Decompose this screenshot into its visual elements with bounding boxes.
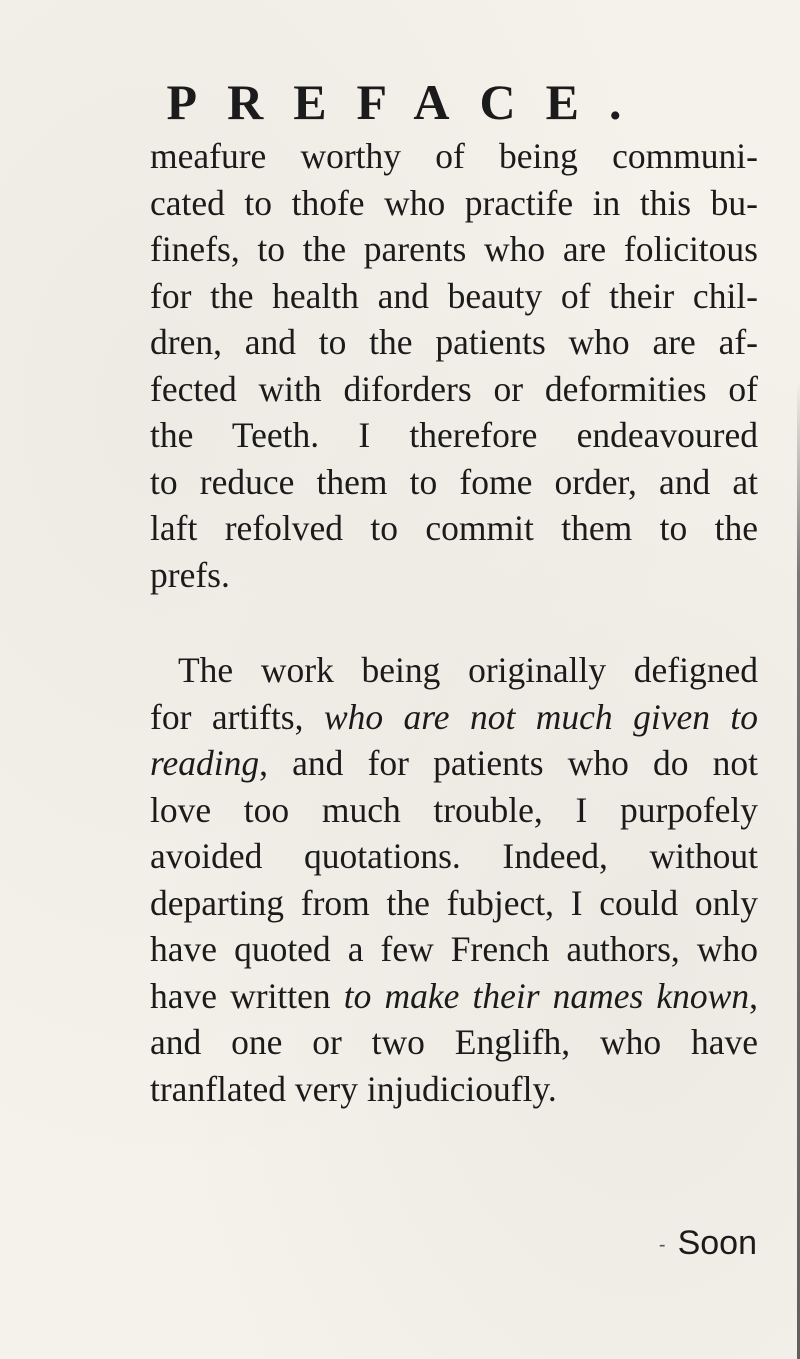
text-line: have quoted a few French authors, who <box>150 929 758 969</box>
text-line: love too much trouble, I purpofely <box>150 789 758 830</box>
text-line: for the health and beauty of their chil- <box>150 275 758 316</box>
text-line: and one or two Englifh, who have <box>150 1022 758 1062</box>
italic-phrase: who are not much given to <box>323 696 758 737</box>
text-line: departing from the fubject, I could only <box>150 882 758 923</box>
paragraph-1 <box>150 133 758 598</box>
text-line: to reduce them to fome order, and at <box>150 461 758 502</box>
catchword <box>0 1222 757 1266</box>
paragraph-2 <box>150 647 758 1112</box>
text-line: reading, and for patients who do not <box>150 743 758 783</box>
text-line: dren, and to the patients who are af- <box>150 322 758 362</box>
text-line: finefs, to the parents who are folicitous <box>150 229 758 269</box>
text-line: prefs. <box>150 554 230 595</box>
dash-mark: - <box>658 1234 666 1257</box>
text-line: tranflated very injudicioufly. <box>150 1068 557 1109</box>
text-line: the Teeth. I therefore endeavoured <box>150 415 758 455</box>
text-line: have written to make their names known, <box>150 975 758 1016</box>
text-line: fected with diforders or deformities of <box>150 368 758 409</box>
italic-phrase: to make their names known <box>343 975 750 1016</box>
catchword-text: Soon <box>677 1224 757 1262</box>
page-heading: PREFACE. <box>166 74 652 130</box>
text-line: meafure worthy of being communi- <box>150 136 758 176</box>
italic-phrase: reading <box>150 743 260 783</box>
text-line: laft refolved to commit them to the <box>150 508 758 548</box>
page-body <box>150 133 758 1112</box>
text-line: cated to thofe who practife in this bu- <box>150 182 758 223</box>
text-line: avoided quotations. Indeed, without <box>150 836 758 876</box>
text-line: for artifts, who are not much given to <box>150 696 758 737</box>
text-line: The work being originally defigned <box>178 650 758 690</box>
